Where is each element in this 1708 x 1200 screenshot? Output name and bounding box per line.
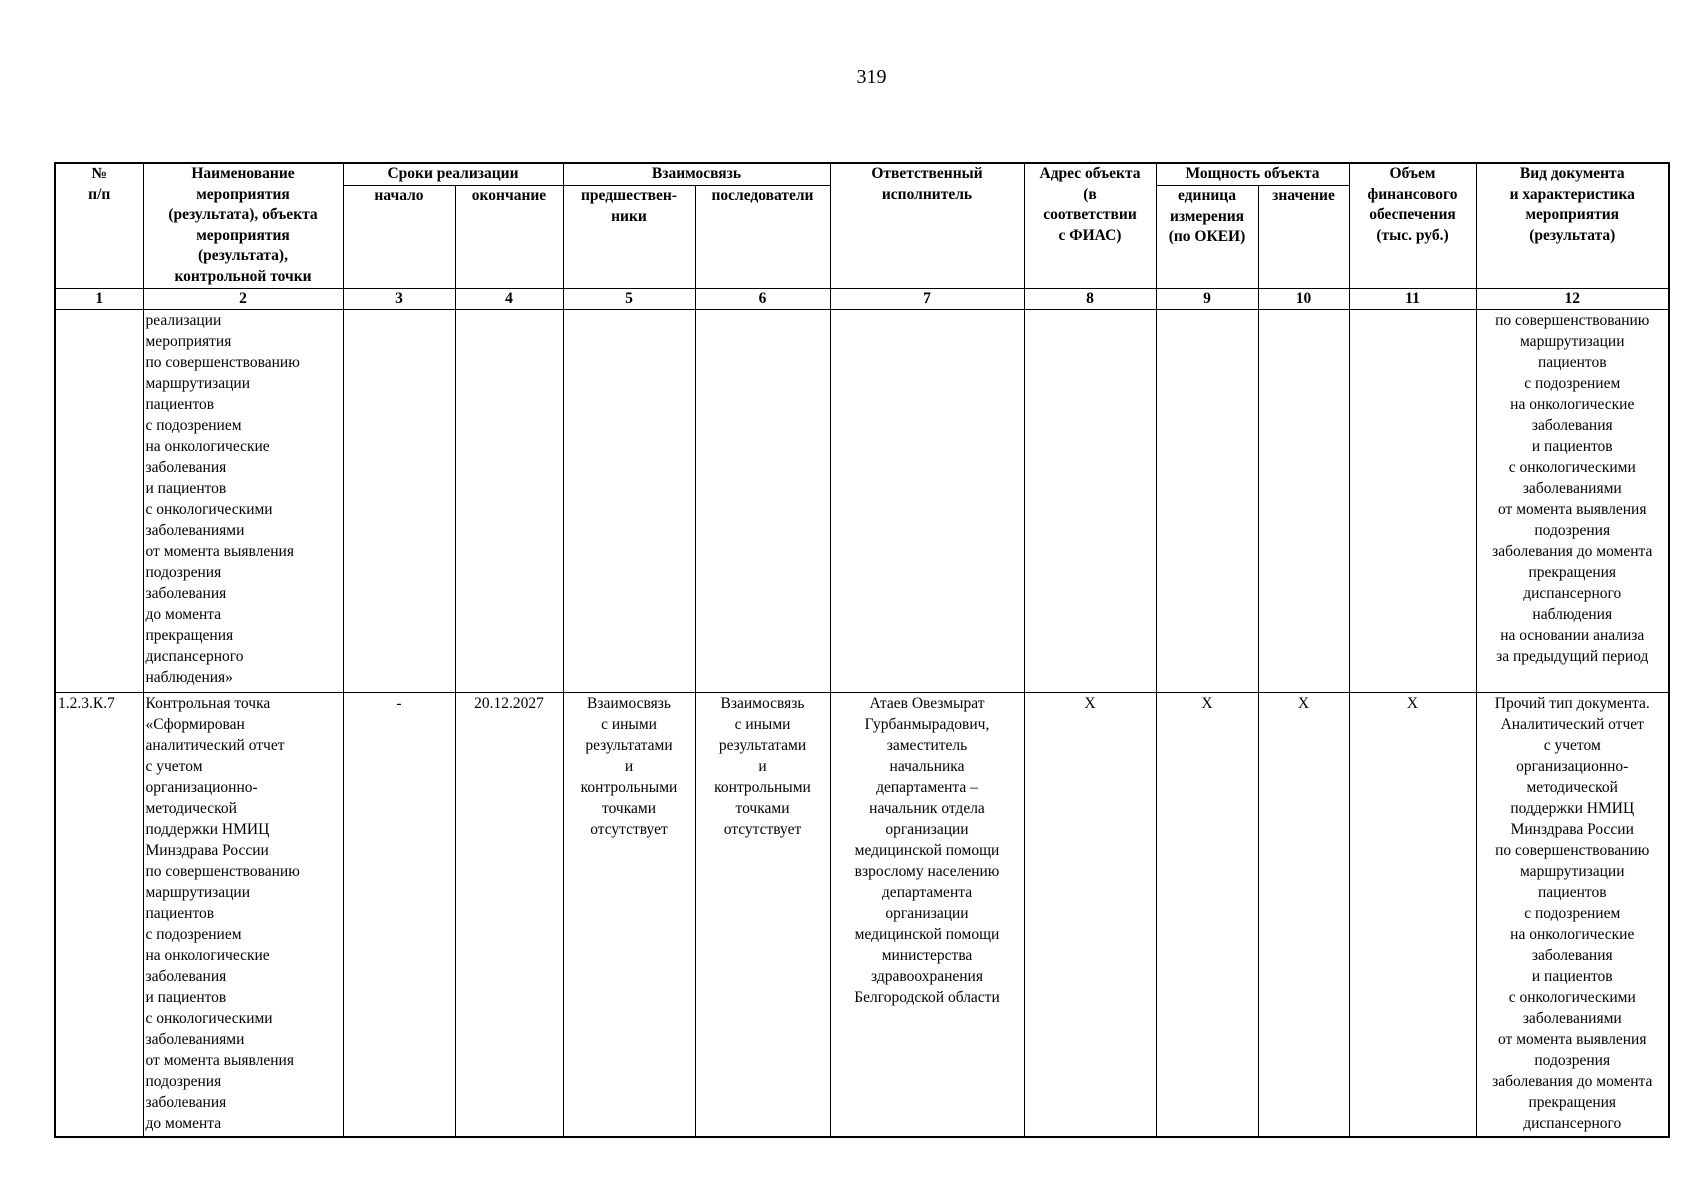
row-responsible (830, 310, 1024, 693)
row-end (455, 310, 563, 693)
column-number: 7 (830, 289, 1024, 310)
column-number: 4 (455, 289, 563, 310)
row-name: Контрольная точка «Сформирован аналитический отчет с учетом организационно- методической поддержки НМИЦ Минздрава России по совершенствованию маршрутизации пациентов с подозрением на онкологические заболевания и пациентов с онкологическими заболеваниями от момента выявления подозрения заболевания до момента (143, 693, 343, 1137)
column-number: 6 (695, 289, 830, 310)
row-number (55, 310, 143, 693)
page-number: 319 (856, 66, 887, 88)
table-header (55, 163, 1669, 289)
row-start (343, 310, 455, 693)
column-number: 3 (343, 289, 455, 310)
header-name: Наименование мероприятия (результата), объекта мероприятия (результата), контрольной точки (143, 163, 343, 289)
table-row (55, 693, 1669, 1137)
header-value: значение (1258, 186, 1349, 289)
header-responsible: Ответственный исполнитель (830, 163, 1024, 289)
row-end: 20.12.2027 (455, 693, 563, 1137)
column-number: 1 (55, 289, 143, 310)
row-predecessors: Взаимосвязь с иными результатами и контрольными точками отсутствует (563, 693, 695, 1137)
row-doc-type: Прочий тип документа. Аналитический отчет с учетом организационно- методической поддержки НМИЦ Минздрава России по совершенствованию маршрутизации пациентов с подозрением на онкологические заболевания и пациентов с онкологическими заболеваниями от момента выявления подозрения заболевания до момента прекращения диспансерного (1476, 693, 1669, 1137)
header-funding: Объем финансового обеспечения (тыс. руб.) (1349, 163, 1476, 289)
header-dates-group: Сроки реализации (343, 163, 563, 186)
row-doc-type: по совершенствованию маршрутизации пациентов с подозрением на онкологические заболевания и пациентов с онкологическими заболеваниями от момента выявления подозрения заболевания до момента прекращения диспансерного наблюдения на основании анализа за предыдущий период (1476, 310, 1669, 693)
header-end: окончание (455, 186, 563, 289)
column-number: 9 (1156, 289, 1258, 310)
row-funding: X (1349, 693, 1476, 1137)
header-unit: единица измерения (по ОКЕИ) (1156, 186, 1258, 289)
header-capacity-group: Мощность объекта (1156, 163, 1349, 186)
row-address: X (1024, 693, 1156, 1137)
column-number: 5 (563, 289, 695, 310)
row-unit: X (1156, 693, 1258, 1137)
row-predecessors (563, 310, 695, 693)
row-successors: Взаимосвязь с иными результатами и контрольными точками отсутствует (695, 693, 830, 1137)
header-doc-type: Вид документа и характеристика мероприятия (результата) (1476, 163, 1669, 289)
header-successors: последователи (695, 186, 830, 289)
row-funding (1349, 310, 1476, 693)
row-start: - (343, 693, 455, 1137)
row-value (1258, 310, 1349, 693)
column-number: 12 (1476, 289, 1669, 310)
row-unit (1156, 310, 1258, 693)
column-number: 8 (1024, 289, 1156, 310)
row-number: 1.2.3.К.7 (55, 693, 143, 1137)
row-responsible: Атаев Овезмырат Гурбанмырадович, заместитель начальника департамента – начальник отдела организации медицинской помощи взрослому населению департамента организации медицинской помощи министерства здравоохранения Белгородской области (830, 693, 1024, 1137)
row-name: реализации мероприятия по совершенствованию маршрутизации пациентов с подозрением на онкологические заболевания и пациентов с онкологическими заболеваниями от момента выявления подозрения заболевания до момента прекращения диспансерного наблюдения» (143, 310, 343, 693)
plan-table (54, 162, 1670, 1138)
header-predecessors: предшествен- ники (563, 186, 695, 289)
column-numbers-row (55, 289, 1669, 310)
row-successors (695, 310, 830, 693)
header-number: № п/п (55, 163, 143, 289)
row-address (1024, 310, 1156, 693)
header-link-group: Взаимосвязь (563, 163, 830, 186)
column-number: 11 (1349, 289, 1476, 310)
table-row (55, 310, 1669, 693)
column-number: 2 (143, 289, 343, 310)
header-start: начало (343, 186, 455, 289)
column-number: 10 (1258, 289, 1349, 310)
row-value: X (1258, 693, 1349, 1137)
header-address: Адрес объекта (в соответствии с ФИАС) (1024, 163, 1156, 289)
